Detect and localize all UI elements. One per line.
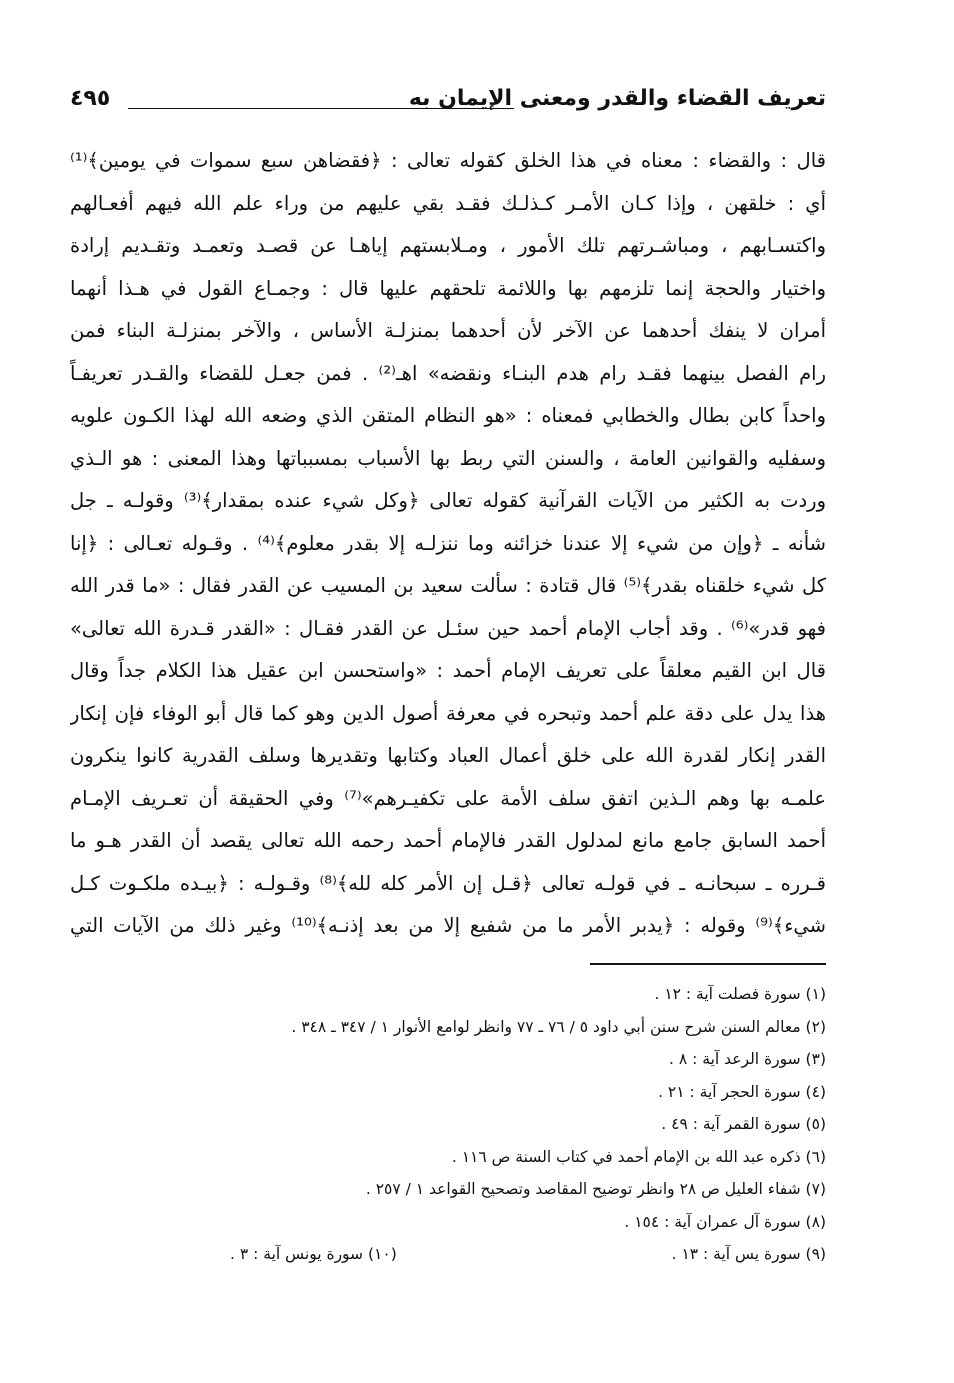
footnote-rule [590,963,826,965]
text-line: هذا يدل على دقة علم أحمد وتبحره في معرفة أصول الدين وهو كما قال أبو الوفاء فإن إنكار [70,701,826,725]
text-line: قـرره ـ سبحانـه ـ في قولـه تعالى ﴿قـل إن الأمر كله لله﴾⁽⁸⁾ وقـولـه : ﴿بيـده ملكـوت كـل [70,871,826,895]
text-line: قال ابن القيم معلقاً على تعريف الإمام أحمد : «واستحسن ابن عقيل هذا الكلام جداً وقال [70,659,826,682]
text-line: وسفليه والقوانين العامة ، والسنن التي ربط بها الأسباب بمسبباتها وهذا المعنى : هو الـذي [70,446,826,470]
footnote-item: (٤) سورة الحجر آية : ٢١ . [658,1082,826,1101]
text-line: فهو قدر»⁽⁶⁾ . وقد أجاب الإمام أحمد حين سئـل عن القدر فقـال : «القدر قـدرة الله تعالى» [70,616,826,640]
text-line: وردت به الكثير من الآيات القرآنية كقوله تعالى ﴿وكل شيء عنده بمقدار﴾⁽³⁾ وقولـه ـ جل [70,489,826,512]
footnote-item: (٥) سورة القمر آية : ٤٩ . [661,1115,826,1133]
footnote-last-row [70,1238,826,1271]
footnote-item: (٣) سورة الرعد آية : ٨ . [669,1050,826,1068]
footnote-item: (١) سورة فصلت آية : ١٢ . [654,985,826,1003]
text-line: واحداً كابن بطال والخطابي فمعناه : «هو النظام المتقن الذي وضعه الله لهذا الكـون علويه [70,404,826,427]
text-line: علمـه بها وهم الـذين اتفق سلف الأمة على تكفيـرهم»⁽⁷⁾ وفي الحقيقة أن تعـريف الإمـام [70,786,826,810]
text-line: شأنه ـ ﴿وإن من شيء إلا عندنا خزائنه وما ننزلـه إلا بقدر معلوم﴾⁽⁴⁾ . وقـوله تعـالى : ﴿إنا [70,531,826,555]
footnote-item: (٨) سورة آل عمران آية : ١٥٤ . [624,1212,826,1231]
main-text [70,140,826,948]
text-line: رام الفصل بينهما فقـد رام هدم البنـاء ونقضه» اهـ⁽²⁾ . فمن جعـل للقضاء والقـدر تعريفـاً [70,361,826,385]
text-line: القدر إنكار لقدرة الله على خلق أعمال العباد وكتابها وتقديرها وسلف القدرية كانوا ينكرون [70,744,826,767]
footnote-item: (٧) شفاء العليل ص ٢٨ وانظر توضيح المقاصد وتصحيح القواعد ١ / ٢٥٧ . [365,1180,826,1198]
text-line: قال : والقضاء : معناه في هذا الخلق كقوله تعالى : ﴿فقضاهن سبع سموات في يومين﴾⁽¹⁾ [70,149,826,172]
page-number: ٤٩٥ [70,86,111,111]
text-line: كل شيء خلقناه بقدر﴾⁽⁵⁾ قال قتادة : سألت سعيد بن المسيب عن القدر فقال : «ما قدر الله [70,574,826,597]
text-line: واختيار والحجة إنما تلزمهم بها واللائمة تلحقهم عليها قال : وجمـاع القول في هـذا أنهما [70,276,826,300]
footnotes [70,978,826,1271]
text-line: واكتسـابهم ، ومباشـرتهم تلك الأمور ، ومـلابستهم إياهـا عن قصـد وتعمـد وتقـديم إرادة [70,234,826,257]
text-line: أحمد السابق جامع مانع لمدلول القدر فالإمام أحمد رحمه الله تعالى يقصد أن القدر هـو ما [70,829,826,852]
footnote-item: (١٠) سورة يونس آية : ٣ . [230,1245,397,1263]
text-line: أمران لا ينفك أحدهما عن الآخر لأن أحدهما بمنزلـة الأساس ، والآخر بمنزلـة البناء فمن [70,319,826,342]
text-line: أي : خلقهن ، وإذا كـان الأمـر كـذلـك فقـد بقي عليهم من وراء علم الله فيهم أفعـالهم [70,191,826,215]
running-header [70,86,826,122]
footnote-item: (٩) سورة يس آية : ١٣ . [671,1245,826,1263]
header-title: تعريف القضاء والقدر ومعنى الإيمان به [408,86,826,111]
footnote-item: (٢) معالم السنن شرح سنن أبي داود ٥ / ٧٦ ـ ٧٧ وانظر لوامع الأنوار ١ / ٣٤٧ ـ ٣٤٨ . [291,1017,826,1036]
text-line: شيء﴾⁽⁹⁾ وقوله : ﴿يدبر الأمر ما من شفيع إلا من بعد إذنـه﴾⁽¹⁰⁾ وغير ذلك من الآيات التي [70,914,826,937]
footnote-item: (٦) ذكره عبد الله بن الإمام أحمد في كتاب السنة ص ١١٦ . [451,1147,826,1166]
header-rule [128,108,514,109]
